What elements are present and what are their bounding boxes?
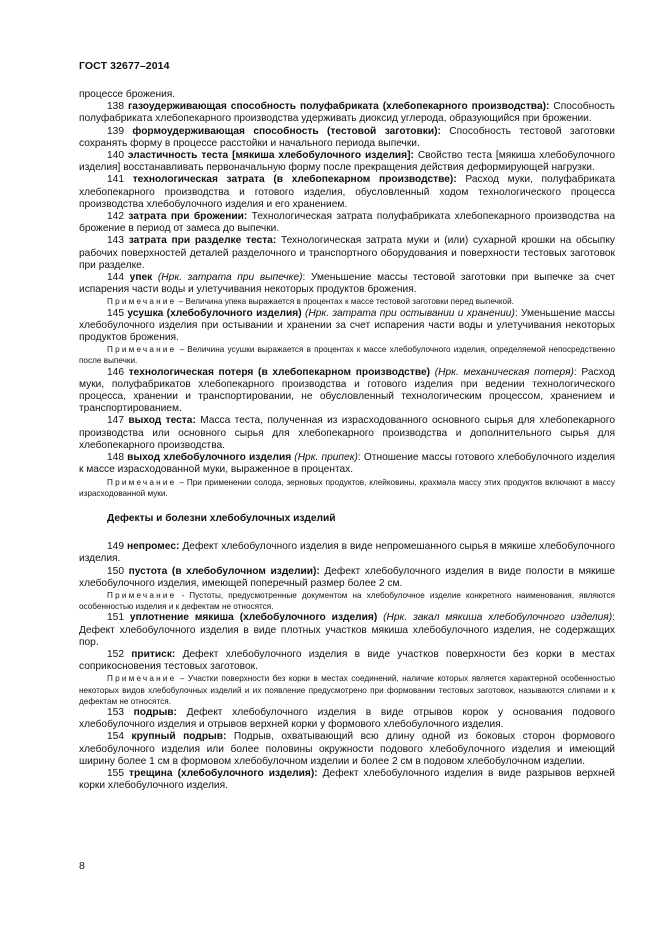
entry-146: 146 технологическая потеря (в хлебопекарном производстве) (Нрк. механическая потеря): Расход муки, полуфабрикатов хлебопекарного производства и готового изделия при ведении технологического процесса, хранении и транспортировании, не обусловленный технологическим процессом, хранением и транспортированием. xyxy=(79,366,615,415)
entry-151: 151 уплотнение мякиша (хлебобулочного изделия) (Нрк. закал мякиша хлебобулочного изделия): Дефект хлебобулочного изделия в виде плотных участков мякиша хлебобулочного изделия, не содержащих пор. xyxy=(79,612,615,648)
entry-143: 143 затрата при разделке теста: Технологическая затрата муки и (или) сухарной крошки на обсыпку рабочих поверхностей деталей разделочного и транспортного оборудования и поверхности тестовых заготовок при разделке. xyxy=(79,235,615,271)
entry-148: 148 выход хлебобулочного изделия (Нрк. припек): Отношение массы готового хлебобулочного изделия к массе израсходованной муки, выраженное в процентах. xyxy=(79,452,615,476)
page-number: 8 xyxy=(79,860,85,872)
entry-139: 139 формоудерживающая способность (тестовой заготовки): Способность тестовой заготовки сохранять форму в процессе расстойки и начального периода выпечки. xyxy=(79,125,615,149)
entry-152: 152 притиск: Дефект хлебобулочного изделия в виде участков поверхности без корки в местах соприкосновения тестовых заготовок. xyxy=(79,648,615,673)
entry-140: 140 эластичность теста [мякиша хлебобулочного изделия]: Свойство теста [мякиша хлебобулочного изделия] восстанавливать первоначальную форму после прекращения действия деформирующей нагрузки. xyxy=(79,150,615,174)
entry-142: 142 затрата при брожении: Технологическая затрата полуфабриката хлебопекарного производства на брожение в период от замеса до выпечки. xyxy=(79,211,615,235)
note-145: Примечание – Величина усушки выражается в процентах к массе хлебобулочного изделия, определяемой непосредственно после выпечки. xyxy=(79,345,615,366)
document-header: ГОСТ 32677–2014 xyxy=(79,60,170,72)
entry-144: 144 упек (Нрк. затрата при выпечке): Уменьшение массы тестовой заготовки при выпечке за счет испарения части воды и улетучивания некоторых продуктов брожения. xyxy=(79,272,615,296)
lead-text: процессе брожения. xyxy=(79,89,176,100)
entry-141: 141 технологическая затрата (в хлебопекарном производстве): Расход муки, полуфабриката хлебопекарного производства и готового изделия, обусловленный ходом технологического процесса производства хлебобулочного изделия и его хранением. xyxy=(79,174,615,210)
entry-154: 154 крупный подрыв: Подрыв, охватывающий всю длину одной из боковых сторон формового хлебобулочного изделия или более половины окружности подового хлебобулочного изделия и имеющий ширину более 1 см в формовом хлебобулочном изделии и более 2 см в подовом хлебобулочном изделии. xyxy=(79,731,615,767)
note-148: Примечание – При применении солода, зерновых продуктов, клейковины, крахмала массу этих продуктов включают в массу израсходованной муки. xyxy=(79,477,615,498)
entry-149: 149 непромес: Дефект хлебобулочного изделия в виде непромешанного сырья в мякише хлебобулочного изделия. xyxy=(79,541,615,565)
document-body xyxy=(79,89,615,792)
note-144: Примечание – Величина упека выражается в процентах к массе тестовой заготовки перед выпечкой. xyxy=(107,297,514,307)
entry-138: 138 газоудерживающая способность полуфабриката (хлебопекарного производства): Способность полуфабриката хлебопекарного производства удерживать диоксид углерода, образующийся при брожении. xyxy=(79,101,615,125)
note-152: Примечание – Участки поверхности без корки в местах соединений, наличие которых является характерной особенностью некоторых видов хлебобулочных изделий и их появление предусмотрено при формовании тестовых заготовок, называются слипами и к дефектам не относятся. xyxy=(79,674,615,706)
section-title: Дефекты и болезни хлебобулочных изделий xyxy=(107,512,336,524)
note-150: Примечание - Пустоты, предусмотренные документом на хлебобулочное изделие конкретного наименования, являются особенностью изделия и к дефектам не относятся. xyxy=(79,590,615,612)
entry-145: 145 усушка (хлебобулочного изделия) (Нрк. затрата при остывании и хранении): Уменьшение массы хлебобулочного изделия при остывании и хранении за счет испарения части воды и улетучивания некоторых продуктов брожения. xyxy=(79,307,615,344)
entry-155: 155 трещина (хлебобулочного изделия): Дефект хлебобулочного изделия в виде разрывов верхней корки хлебобулочного изделия. xyxy=(79,767,615,792)
entry-153: 153 подрыв: Дефект хлебобулочного изделия в виде отрывов корок у основания подового хлебобулочного изделия и отрывов верхней корки у формового хлебобулочного изделия. xyxy=(79,706,615,731)
entry-147: 147 выход теста: Масса теста, полученная из израсходованного основного сырья для хлебопекарного производства или основного сырья для хлебопекарного производства и дополнительного сырья для хлебопекарного производства. xyxy=(79,415,615,451)
entry-150: 150 пустота (в хлебобулочном изделии): Дефект хлебобулочного изделия в виде полости в мякише хлебобулочного изделия, имеющей поперечный размер более 2 см. xyxy=(79,565,615,589)
